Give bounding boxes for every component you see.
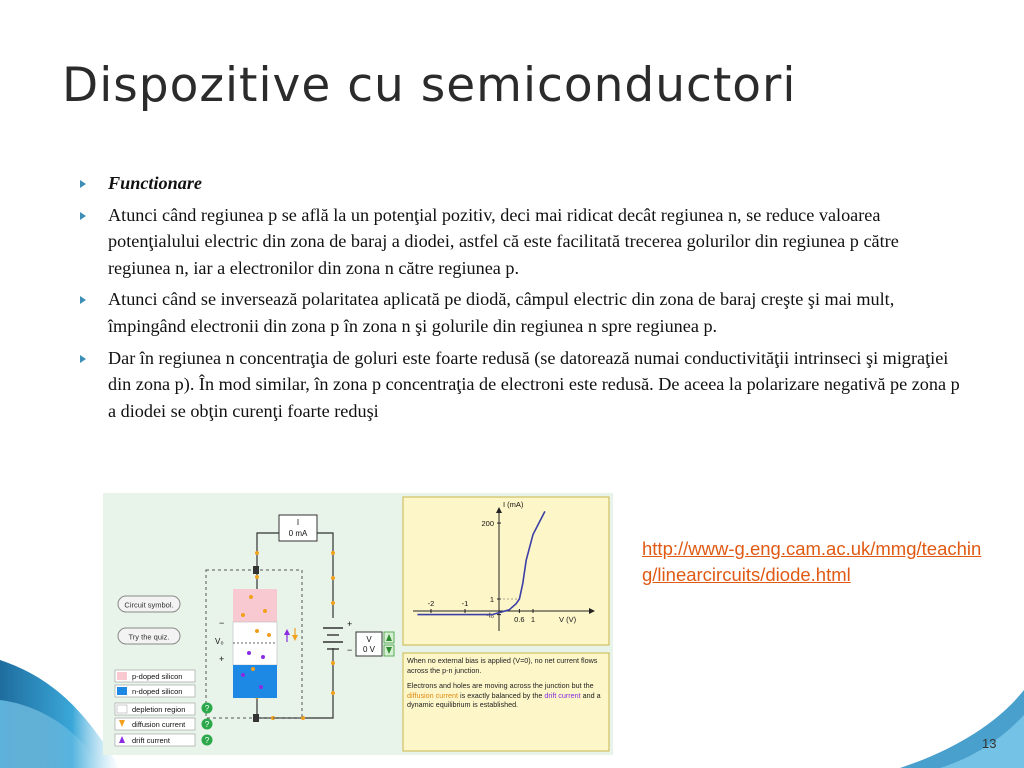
help-icon: ? xyxy=(204,704,210,713)
legend-p-doped-label: p-doped silicon xyxy=(132,672,183,681)
bullet-item xyxy=(80,170,965,197)
bullet-arrow-icon xyxy=(80,355,86,363)
y-tick-label: -I₀ xyxy=(486,610,494,620)
diode-plus-label: + xyxy=(219,654,225,664)
voltage-down-button[interactable] xyxy=(384,645,394,656)
y-tick-label: 200 xyxy=(481,519,494,529)
diode-minus-label: − xyxy=(219,618,225,628)
y-axis-label: I (mA) xyxy=(503,500,524,509)
diode-applet xyxy=(103,493,613,755)
bullet-arrow-icon xyxy=(80,212,86,220)
ammeter xyxy=(279,515,317,541)
ammeter-value: 0 mA xyxy=(288,529,308,538)
info-diffusion-term: diffusion current xyxy=(407,690,459,700)
battery-minus: − xyxy=(347,645,353,655)
bullet-text: Functionare xyxy=(108,173,202,193)
help-drift-button[interactable] xyxy=(202,735,213,746)
legend-p-doped xyxy=(115,670,195,682)
legend-depletion-label: depletion region xyxy=(132,705,186,714)
info-paragraph-1: When no external bias is applied (V=0), no net current flows across the p-n junction. xyxy=(407,656,598,675)
bullet-text: Atunci când se inversează polaritatea aplicată pe diodă, câmpul electric din zona de baraj creşte şi mai mult, împingând electronii din zona p în zona n şi golurile din regiunea n spre regiunea p. xyxy=(108,289,895,336)
bullet-item xyxy=(80,286,965,339)
diode-v0-label: V₀ xyxy=(215,637,224,646)
p-region xyxy=(233,589,277,622)
x-tick-label: -2 xyxy=(427,599,435,608)
info-text-mid: is exactly balanced by the xyxy=(458,690,545,700)
info-text-post: and a dynamic equilibrium is established. xyxy=(407,690,601,710)
help-depletion-button[interactable] xyxy=(202,703,213,714)
x-tick-label: -1 xyxy=(461,599,469,608)
circuit-symbol-button[interactable] xyxy=(118,596,180,612)
try-quiz-button[interactable] xyxy=(118,628,180,644)
iv-chart-panel xyxy=(403,497,609,645)
voltage-up-button[interactable] xyxy=(384,632,394,643)
legend-depletion xyxy=(115,703,195,715)
voltmeter-value: 0 V xyxy=(362,645,376,654)
battery-plus: + xyxy=(347,619,353,629)
depletion-region xyxy=(233,622,277,665)
n-region xyxy=(233,665,277,698)
voltmeter xyxy=(356,632,382,656)
bullet-text: Atunci când regiunea p se află la un potenţial pozitiv, deci mai ridicat decât regiunea n, se reduce valoarea potenţialului electric din zona de baraj a diodei, astfel că este facilitată trecerea golurilor din regiunea p către regiunea n, iar a electronilor din zona n către regiunea p. xyxy=(108,204,899,278)
current-arrows-icon xyxy=(284,628,298,642)
try-quiz-label: Try the quiz. xyxy=(128,632,170,642)
circuit-symbol-label: Circuit symbol. xyxy=(124,600,174,610)
info-paragraph-2 xyxy=(407,681,606,710)
bullet-item xyxy=(80,345,965,425)
legend-diffusion xyxy=(115,718,195,730)
help-diffusion-button[interactable] xyxy=(202,719,213,730)
page-number: 13 xyxy=(982,736,997,751)
bullet-arrow-icon xyxy=(80,180,86,188)
bullet-list xyxy=(80,170,965,429)
y-tick-label: 1 xyxy=(489,595,494,604)
slide-title: Dispozitive cu semiconductori xyxy=(62,58,797,113)
help-icon: ? xyxy=(204,736,210,745)
voltmeter-label: V xyxy=(366,635,372,644)
x-axis-label: V (V) xyxy=(559,615,577,624)
legend-drift xyxy=(115,734,195,746)
help-icon: ? xyxy=(204,720,210,729)
legend-diffusion-label: diffusion current xyxy=(132,720,186,729)
bullet-arrow-icon xyxy=(80,296,86,304)
battery-symbol xyxy=(323,628,343,649)
x-tick-label: 0.6 xyxy=(514,615,525,624)
ammeter-label: I xyxy=(296,518,300,527)
info-text-pre: Electrons and holes are moving across the junction but the xyxy=(407,681,594,691)
legend-n-doped xyxy=(115,685,195,697)
bullet-text: Dar în regiunea n concentraţia de goluri este foarte redusă (se datorează numai conductivităţii intrinseci şi migraţiei din zona p). În mod similar, în zona p concentraţia de electroni este redusă. De aceea la polarizare negativă pe zona p a diodei se obţin curenţi foarte reduşi xyxy=(108,347,960,421)
legend xyxy=(115,670,195,746)
legend-drift-label: drift current xyxy=(132,736,170,745)
diode-terminal-labels xyxy=(215,618,224,664)
legend-n-doped-label: n-doped silicon xyxy=(132,687,183,696)
info-text xyxy=(407,656,606,710)
source-link[interactable]: http://www-g.eng.cam.ac.uk/mmg/teaching/linearcircuits/diode.html xyxy=(642,538,982,585)
info-drift-term: drift current xyxy=(544,690,581,700)
bullet-item xyxy=(80,202,965,282)
x-tick-label: 1 xyxy=(530,615,536,624)
